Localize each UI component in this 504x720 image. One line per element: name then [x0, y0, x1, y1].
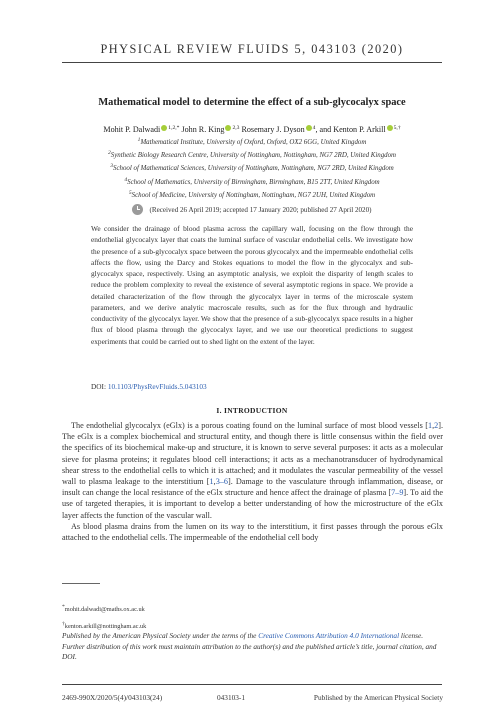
doi-link[interactable]: 10.1103/PhysRevFluids.5.043103 — [107, 382, 207, 391]
introduction-body — [62, 420, 443, 543]
author-superscript: 1,2,* — [168, 125, 180, 131]
affiliation: $^3$School of Mathematical Sciences, University of Nottingham, Nottingham, NG7 2RD, United Kingdom — [110, 163, 394, 173]
orcid-icon[interactable] — [306, 125, 312, 131]
author-superscript: 5,† — [393, 125, 401, 131]
footer-publisher: Published by the American Physical Society — [313, 693, 443, 702]
author-superscript: 2,3 — [232, 125, 240, 131]
affiliation: $^4$School of Mathematics, University of Birmingham, Birmingham, B15 2TT, United Kingdom — [124, 176, 380, 186]
footer-rule — [62, 684, 442, 685]
license-link[interactable]: Creative Commons Attribution 4.0 International — [258, 631, 400, 640]
doi-line: DOI: 10.1103/PhysRevFluids.5.043103 — [91, 382, 207, 391]
affiliation: $^2$Synthetic Biology Research Centre, University of Nottingham, Nottingham, NG7 2RD, United Kingdom — [107, 150, 397, 160]
header-rule — [62, 62, 442, 63]
intro-paragraph: The endothelial glycocalyx (eGlx) is a porous coating found on the luminal surface of most blood vessels [1,2]. The eGlx is a complex biochemical and structural entity, and though there is little consensus within the field over the specifics of its biochemical make-up and structure, it is known to serve several purposes: it acts as a molecular sieve for plasma proteins; it regulates blood cell interactions; it acts as a mechanotransducer of hydrodynamical shear stress to the endothelial cells to which it is attached; and it modulates the vascular permeability of the vessel wall to plasma leakage to the interstitium [1,3–6]. Damage to the vasculature through inflammation, disease, or insult can change the local resistance of the eGlx structure and hence affect the drainage of plasma [7–9]. To aid the use of targeted therapies, it is important to develop a better understanding of how the microstructure of the eGlx layer affects the function of the vascular wall. — [62, 421, 443, 520]
author-name: John R. King — [181, 125, 225, 134]
author-name: Mohit P. Dalwadi — [103, 125, 161, 134]
author-name: Kenton P. Arkill — [333, 125, 386, 134]
author-name: Rosemary J. Dyson — [241, 125, 305, 134]
footnote: †kenton.arkill@nottingham.ac.uk — [62, 621, 147, 630]
journal-header: PHYSICAL REVIEW FLUIDS 5, 043103 (2020) — [100, 42, 404, 56]
orcid-icon[interactable] — [225, 125, 231, 131]
citation-link[interactable]: 2 — [434, 421, 439, 430]
author-separator: , — [315, 125, 318, 134]
abstract-text: We consider the drainage of blood plasma across the capillary wall, focusing on the flow through the endothelial glycocalyx layer that coats the luminal surface of vascular endothelial cells. We investigate how the presence of a sub-glycocalyx space between the porous glycocalyx and the impermeable endothelial cells affects the flow, using the Darcy and Stokes equations to model the flow in the glycocalyx and sub-glycocalyx space, respectively. Using an asymptotic analysis, we exploit the disparity of length scales to reduce the problem complexity to reveal the existence of several asymptotic regions in space. We provide a detailed characterization of the flow through the glycocalyx layer in terms of the microscale system parameters, and we derive analytic macroscale results, such as for the flux through and hydraulic conductivity of the glycocalyx layer. We show that the presence of a sub-glycocalyx space results in a higher flux of blood plasma through the glycocalyx layer, and we use our theoretical predictions to suggest experiments that could be carried out to shed light on the extent of the layer. — [91, 224, 413, 346]
abstract — [91, 223, 413, 347]
author-superscript: 4 — [312, 125, 316, 131]
license-notice: Published by the American Physical Society under the terms of the Creative Commons Attribution 4.0 International license. Further distribution of this work must maintain attribution to the author(s) and the published article’s title, journal citation, and DOI. — [62, 631, 437, 662]
article-title: Mathematical model to determine the effect of a sub-glycocalyx space — [98, 97, 406, 108]
orcid-icon[interactable] — [161, 125, 167, 131]
footnote-rule — [62, 583, 100, 584]
citation-link[interactable]: 1 — [427, 421, 433, 430]
footnote: *mohit.dalwadi@maths.ox.ac.uk — [62, 604, 145, 613]
page-number: 043103-1 — [217, 693, 245, 702]
orcid-icon[interactable] — [387, 125, 393, 131]
affiliation: $^5$School of Medicine, University of Nottingham, Nottingham, NG7 2UH, United Kingdom — [128, 189, 376, 199]
intro-paragraph: As blood plasma drains from the lumen on its way to the interstitium, it first passes through the porous eGlx attached to the endothelial cells. The impermeable of the endothelial cell body — [62, 521, 443, 543]
author-and: and — [319, 125, 332, 134]
section-heading: I. INTRODUCTION — [216, 406, 288, 415]
citation-link[interactable]: 7–9 — [391, 488, 404, 498]
citation-link[interactable]: 3–6 — [215, 477, 228, 487]
affiliations — [0, 135, 504, 201]
citation-link[interactable]: 1 — [209, 477, 214, 487]
author-list — [0, 123, 504, 135]
clock-icon — [132, 204, 143, 215]
received-dates: (Received 26 April 2019; accepted 17 January 2020; published 27 April 2020) — [0, 204, 504, 215]
footnotes — [62, 600, 146, 634]
affiliation: $^1$Mathematical Institute, University of Oxford, Oxford, OX2 6GG, United Kingdom — [137, 137, 367, 146]
footer-issn: 2469-990X/2020/5(4)/043103(24) — [62, 693, 163, 702]
